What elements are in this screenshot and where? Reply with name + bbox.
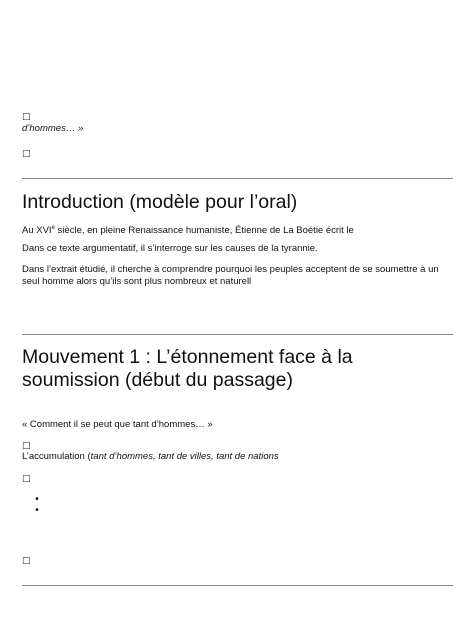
bullet-item: [34, 507, 54, 518]
mouvement-1-title-line-2: soumission (début du passage): [22, 369, 293, 391]
accumulation-line: [22, 451, 452, 463]
section-divider: [22, 178, 453, 179]
intro-text: siècle, en pleine Renaissance humaniste, Étienne de La Boétie écrit le: [54, 225, 354, 237]
missing-glyph-icon: □: [22, 441, 31, 451]
intro-paragraph-3: Dans l’extrait étudié, il cherche à comprendre pourquoi les peuples acceptent de se soumettre à un seul homme alors qu’ils sont plus nombreux et naturell: [22, 264, 439, 287]
mouvement-1-title-line-1: Mouvement 1 : L’étonnement face à la: [22, 346, 353, 368]
accumulation-examples: tant d’hommes, tant de villes, tant de nations: [90, 451, 279, 462]
missing-glyph-icon: □: [22, 474, 31, 484]
superscript-e: e: [51, 225, 55, 231]
accumulation-prefix: L’accumulation (: [22, 451, 91, 462]
quote-fragment: d’hommes… »: [22, 123, 84, 134]
intro-paragraph-1: [22, 222, 452, 237]
section-divider: [22, 585, 453, 586]
mouvement-1-heading: [22, 346, 462, 392]
section-divider: [22, 334, 453, 335]
missing-glyph-icon: □: [22, 149, 31, 159]
mouvement-1-quote: « Comment il se peut que tant d’hommes… »: [22, 419, 213, 430]
intro-paragraph-2: Dans ce texte argumentatif, il s’interroge sur les causes de la tyrannie.: [22, 243, 318, 254]
introduction-heading: Introduction (modèle pour l’oral): [22, 191, 298, 213]
missing-glyph-icon: □: [22, 556, 31, 566]
bullet-list: [34, 496, 54, 518]
intro-text: Au XVI: [22, 225, 52, 237]
missing-glyph-icon: □: [22, 112, 31, 122]
